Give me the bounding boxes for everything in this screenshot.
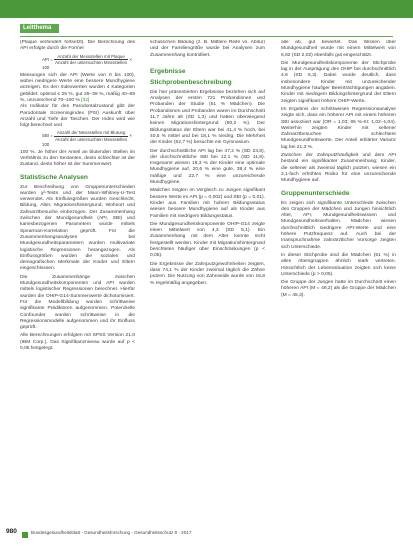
- api-formula: [42, 54, 135, 71]
- formula-label: SBI =: [42, 133, 53, 139]
- paragraph: Zwischen der Zahnputzhäufigkeit und dem API bestand ein signifikanter Zusammenhang: Kinder, die seltener als zweimal täglich putzten, wiesen ein 2,1-fach erhöhtes Risiko für eine unzureichende Mundhygiene auf.: [281, 153, 396, 184]
- page-footer: [0, 526, 413, 542]
- paragraph: Alle Berechnungen erfolgten mit SPSS Version 21.0 (IBM Corp.). Das Signifikanzniveau wurde auf p < 0,05 festgelegt.: [20, 333, 135, 352]
- paragraph: Zur Beschreibung von Gruppenunterschieden wurden χ²-Tests und der Mann-Whitney-U-Test verwendet. Als Einflussgrößen wurden Geschlecht, Bildung, Alter, Migrationshintergrund, Wohnort und Zahnarztbesuche einbezogen. Der Zusammenhang zwischen der Mundgesundheit (API, SBI) und kariesbezogenen Parametern wurde mittels Spearman-Korrelation geprüft. Für die Zusammenhangsanalysen bei Mundgesundheitsparametern wurden multivariate logistische Regressionen herangezogen. Als Einflussgrößen wurden die sozialen und demografischen Merkmale der Kinder und Eltern eingeschlossen.: [20, 184, 135, 272]
- formula-fraction: [54, 54, 128, 66]
- paragraph: Die hier präsentierten Ergebnisse beziehen sich auf Analysen der ersten 721 Probandinnen und Probanden der Studie (51 % Mädchen). Die Probandinnen und Probanden waren im Durchschnitt 11,7 Jahre alt (SD 1,3) und hatten überwiegend keinen Migrationshintergrund (80,2 %). Der Bildungsstatus der Eltern war bei 41,4 % hoch, bei 40,5 % mittel und bei 18,1 % niedrig. Die Mehrheit der Kinder (62,7 %) besuchte ein Gymnasium.: [150, 89, 265, 146]
- paragraph: Es zeigen sich signifikante Unterschiede zwischen den Gruppen der Mädchen und Jungen hinsichtlich Alter, API, Mundgesundheitswissen und Mundgesundheitsverhalten. Mädchen wiesen durchschnittlich niedrigere API-Werte und eine höhere Putzfrequenz auf. Auch bei der Inanspruchnahme zahnärztlicher Vorsorge zeigten sich Unterschiede.: [281, 200, 396, 250]
- formula-numerator: Anzahl der Messstellen mit Plaque: [54, 54, 128, 60]
- paragraph: Im Ergebnis der schrittweisen Regressionsanalyse zeigte sich, dass ein höherer API mit einem höheren SBI assoziiert war (OR = 1,03; 95 %-KI: 1,02–1,04). Weiterhin zeigten Kinder mit seltener Zahnarztbesuchen schlechtere Mundgesundheitswerte. Der Anteil erklärter Varianz lag bei 21,3 %.: [281, 106, 396, 150]
- paragraph: Die Mundgesundheitskomponente OHIP-G14 zeigte einen Mittelwert von 4,3 (SD 5,1). Ein Zusammenhang mit dem Alter konnte nicht festgestellt werden. Kinder mit Migrationshintergrund berichteten häufiger über Einschränkungen (p < 0,05).: [150, 221, 265, 259]
- subsection-heading: Stichprobenbeschreibung: [150, 78, 232, 86]
- formula-fraction: [54, 130, 128, 142]
- formula-label: API =: [42, 56, 53, 62]
- section-heading: Statistische Analysen: [20, 173, 88, 181]
- top-color-band: [0, 0, 413, 18]
- column-1: [20, 40, 135, 520]
- page-number: 980: [6, 528, 17, 535]
- footer-marker: [22, 532, 28, 538]
- paragraph: In dieser Stichprobe sind die Mädchen (51 %) in allen Altersgruppen ähnlich stark vertreten. Hinsichtlich der Lebenssituation zeigten sich keine Unterschiede (p > 0,05).: [281, 252, 396, 277]
- formula-denominator: Anzahl der untersuchten Messstellen: [55, 60, 128, 65]
- paragraph: (Plaque verhindert fortsetzt). Die Berechnung des API erfolgte durch die Formel: [20, 40, 135, 52]
- paragraph: Der durchschnittliche API lag bei 47,2 % (SD 23,8), der durchschnittliche SBI bei 12,1 % (SD 11,9). Insgesamt wiesen 18,3 % der Kinder eine optimale Mundhygiene auf, 20,6 % eine gute, 38,4 % eine mäßige und 22,7 % eine unzureichende Mundhygiene.: [150, 148, 265, 186]
- formula-denominator: Anzahl der untersuchten Messstellen: [55, 136, 128, 142]
- column-2: [150, 40, 265, 520]
- sbi-formula: [42, 130, 135, 147]
- formula-numerator: Anzahl der Messstellen mit Blutung: [54, 130, 128, 136]
- paragraph-text: Messungen sich der API (Werte von 0 bis 100), wobei niedrigere Werte eine bessere Mundhygiene anzeigen. Es den Indexwerten wurden 4 Kategorien gebildet: optimal ≤ 25 %, gut 26–39 %, mäßig 40–69 %, unzureichend 70–100 %: [20, 72, 135, 103]
- journal-citation: Bundesgesundheitsblatt - Gesundheitsforschung - Gesundheitsschutz 8 · 2017: [31, 530, 192, 535]
- section-tag: Leitthema: [20, 24, 59, 33]
- formula-multiplier: × 100: [42, 56, 132, 71]
- column-3: [281, 40, 396, 520]
- section-heading: Ergebnisse: [150, 67, 186, 75]
- formula-multiplier: × 100: [42, 133, 132, 148]
- paragraph: Mädchen zeigten im Vergleich zu Jungen signifikant bessere Werte im API (p = 0,002) und SBI (p = 0,01). Kinder aus Familien mit hohem Bildungsstatus wiesen bessere Mundhygiene auf als Kinder aus Familien mit niedrigem Bildungsstatus.: [150, 188, 265, 219]
- paragraph: Die Gruppe der Jungen hatte im Durchschnitt einen höheren API (M = 49,2) als die Gruppe der Mädchen (M = 45,3).: [281, 280, 396, 298]
- paragraph: Die Mundgesundheitskomponente der Stichprobe lag in der Ausprägung des OHIP bei durchschnittlich 4,6 (SD 5,3). Dabei wurde deutlich, dass insbesondere Kinder mit unzureichender Mundhygiene häufiger Beeinträchtigungen angaben. Kinder mit niedrigem Bildungshintergrund der Eltern zeigten signifikant höhere OHIP-Werte.: [281, 60, 396, 104]
- reference-link[interactable]: [32]: [81, 98, 90, 103]
- paragraph: Die Zusammenhänge zwischen Mundgesundheitskomponenten und API wurden mittels logistischer Regressionen berechnet. Hierfür wurden die OHIP-G14-Summenwerte dichotomisiert. Für die Modellbildung wurden schrittweise signifikante Prädiktoren aufgenommen. Potenzielle Confounder wurden schrittweise in die Regressionsmodelle aufgenommen und ihr Einfluss geprüft.: [20, 274, 135, 331]
- paragraph: 100 %. Je höher der Anteil an blutenden Stellen im Verhältnis zu den Sextanten, desto schlechter ist der Zustand, desto höher ist der Summenwert.: [20, 149, 135, 168]
- paragraph: schulischen Bildung (z. B. Mittlere Reife vs. Abitur) und der Familiengröße wurde bei Analysen zum Zusammenhang kontrolliert.: [150, 40, 265, 58]
- header-rule: [20, 36, 393, 37]
- paragraph: Die Ergebnisse der Zahnputzgewohnheiten zeigten, dass 74,1 % der Kinder zweimal täglich die Zähne putzen. Die Nutzung von Zahnseide wurde von 16,8 % regelmäßig angegeben.: [150, 261, 265, 286]
- paragraph: [20, 73, 135, 104]
- paragraph: Als Indikator für den Parodontalzustand gibt der Parodontale Screeningindex (PSI) Auskunft über Anzahl und Tiefe der Taschen. Der Index wird wie folgt berechnet und: [20, 104, 135, 129]
- paragraph: alle ab, gut bewertet. Das Wissen über Mundgesundheit wurde mit einem Mittelwert von 6,82 (SD 2,02) ebenfalls gut eingeschätzt.: [281, 40, 396, 58]
- section-heading: Gruppenunterschiede: [281, 189, 350, 197]
